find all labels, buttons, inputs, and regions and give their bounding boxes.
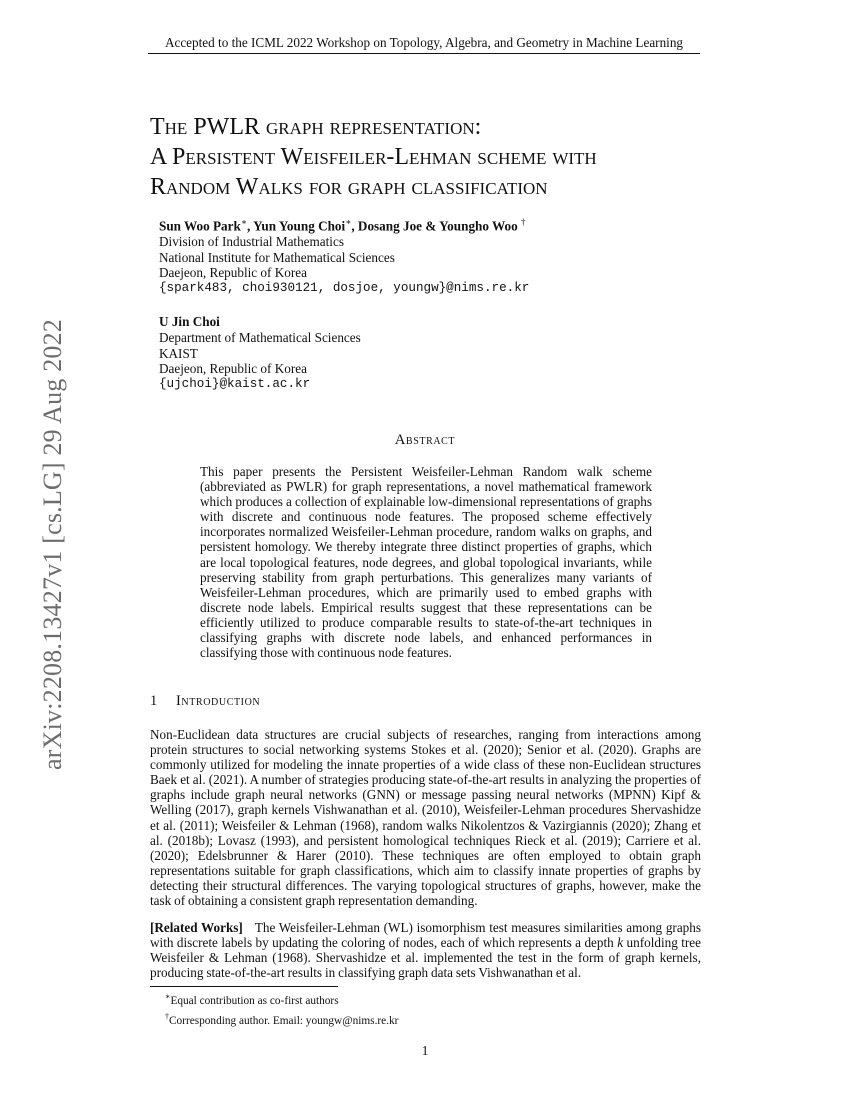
related-works-text-b: unfolding tree Weisfeiler & Lehman (1968). Shervashidze et al. implemented the test in the form of graph kernels, producing state-of-the-art results in classifying graph data sets Vishwanathan et al. xyxy=(150,935,701,981)
title-line-1: The PWLR graph representation: xyxy=(150,114,482,140)
related-works-text-a: The Weisfeiler-Lehman (WL) isomorphism test measures similarities among graphs with discrete labels by updating the coloring of nodes, each of which represents a depth xyxy=(150,920,701,951)
author-names xyxy=(159,215,719,234)
title-line-2: A Persistent Weisfeiler-Lehman scheme with xyxy=(150,144,597,170)
author-name: Dosang Joe & Youngho Woo xyxy=(357,218,518,234)
footnotes xyxy=(165,989,398,1029)
introduction-paragraph: Non-Euclidean data structures are crucial subjects of researches, ranging from interactions among protein structures to social networking systems Stokes et al. (2020); Senior et al. (2020). Graphs are commonly utilized for modeling the innate properties of a wide class of these non-Euclidean structures Baek et al. (2021). A number of strategies producing state-of-the-art results in analyzing the properties of graphs include graph neural networks (GNN) or message passing neural networks (MPNN) Kipf & Welling (2017), graph kernels Vishwanathan et al. (2010), Weisfeiler-Lehman procedures Shervashidze et al. (2011); Weisfeiler & Lehman (1968), random walks Nikolentzos & Vazirgiannis (2020); Zhang et al. (2018b); Lovasz (1993), and persistent homological techniques Rieck et al. (2019); Carriere et al. (2020); Edelsbrunner & Harer (2010). These techniques are often employed to obtain graph representations suitable for graph classifications, which aim to classify innate properties of graphs by detecting their structural differences. The varying topological structures of graphs, however, make the task of obtaining a consistent graph representation demanding. xyxy=(150,727,701,909)
department: Division of Industrial Mathematics xyxy=(159,233,344,249)
author-name: U Jin Choi xyxy=(159,314,220,330)
section-heading-introduction xyxy=(150,693,260,710)
institution: KAIST xyxy=(159,345,198,361)
author-group-kaist xyxy=(159,314,719,392)
footnote-divider xyxy=(150,986,338,987)
author-separator: , xyxy=(351,218,358,234)
math-variable: k xyxy=(617,935,624,951)
location: Daejeon, Republic of Korea xyxy=(159,361,307,377)
author-mark: ∗ xyxy=(240,217,247,227)
footnote-1 xyxy=(165,989,398,1009)
abstract-text: This paper presents the Persistent Weisfeiler-Lehman Random walk scheme (abbreviated as PWLR) for graph representations, a novel mathematical framework which produces a collection of explainable low-dimensional representations of graphs with discrete and continuous node features. The proposed scheme effectively incorporates normalized Weisfeiler-Lehman procedure, random walks on graphs, and persistent homology. We thereby integrate three distinct properties of graphs, which are local topological features, node degrees, and global topological invariants, while preserving stability from graph perturbations. This generalizes many variants of Weisfeiler-Lehman procedures, which are primarily used to embed graphs with discrete node labels. Empirical results suggest that these representations can be efficiently utilized to produce comparable results to state-of-the-art techniques in classifying graphs with discrete node labels, and enhanced performances in classifying those with continuous node features. xyxy=(200,464,652,661)
footnote-mark: ∗ xyxy=(165,992,171,1001)
footnote-text: Corresponding author. Email: youngw@nims.re.kr xyxy=(169,1014,399,1027)
section-title: Introduction xyxy=(176,693,261,709)
paper-title xyxy=(150,112,710,202)
section-number: 1 xyxy=(150,693,158,709)
author-name: Yun Young Choi xyxy=(253,218,346,234)
title-line-3: Random Walks for graph classification xyxy=(150,174,548,200)
email-list: {ujchoi}@kaist.ac.kr xyxy=(159,376,311,391)
authors-block xyxy=(159,215,719,392)
author-mark: † xyxy=(520,217,526,227)
footnote-2 xyxy=(165,1009,398,1029)
author-name: Sun Woo Park xyxy=(159,218,241,234)
footnote-text: Equal contribution as co-first authors xyxy=(170,994,339,1007)
abstract-heading: Abstract xyxy=(394,432,456,448)
page-number: 1 xyxy=(421,1043,429,1058)
author-separator: , xyxy=(246,218,254,234)
running-head: Accepted to the ICML 2022 Workshop on Topology, Algebra, and Geometry in Machine Learning xyxy=(148,34,700,54)
arxiv-identifier-stamp: arXiv:2208.13427v1 [cs.LG] 29 Aug 2022 xyxy=(38,319,67,770)
related-works-paragraph xyxy=(150,920,701,980)
institution: National Institute for Mathematical Sciences xyxy=(159,249,395,265)
email-list: {spark483, choi930121, dosjoe, youngw}@nims.re.kr xyxy=(159,280,530,295)
footnote-mark: † xyxy=(165,1011,169,1021)
department: Department of Mathematical Sciences xyxy=(159,329,361,345)
related-works-lead: [Related Works] xyxy=(150,920,243,935)
location: Daejeon, Republic of Korea xyxy=(159,265,307,281)
author-group-nims xyxy=(159,215,719,296)
author-mark: ∗ xyxy=(345,217,352,227)
